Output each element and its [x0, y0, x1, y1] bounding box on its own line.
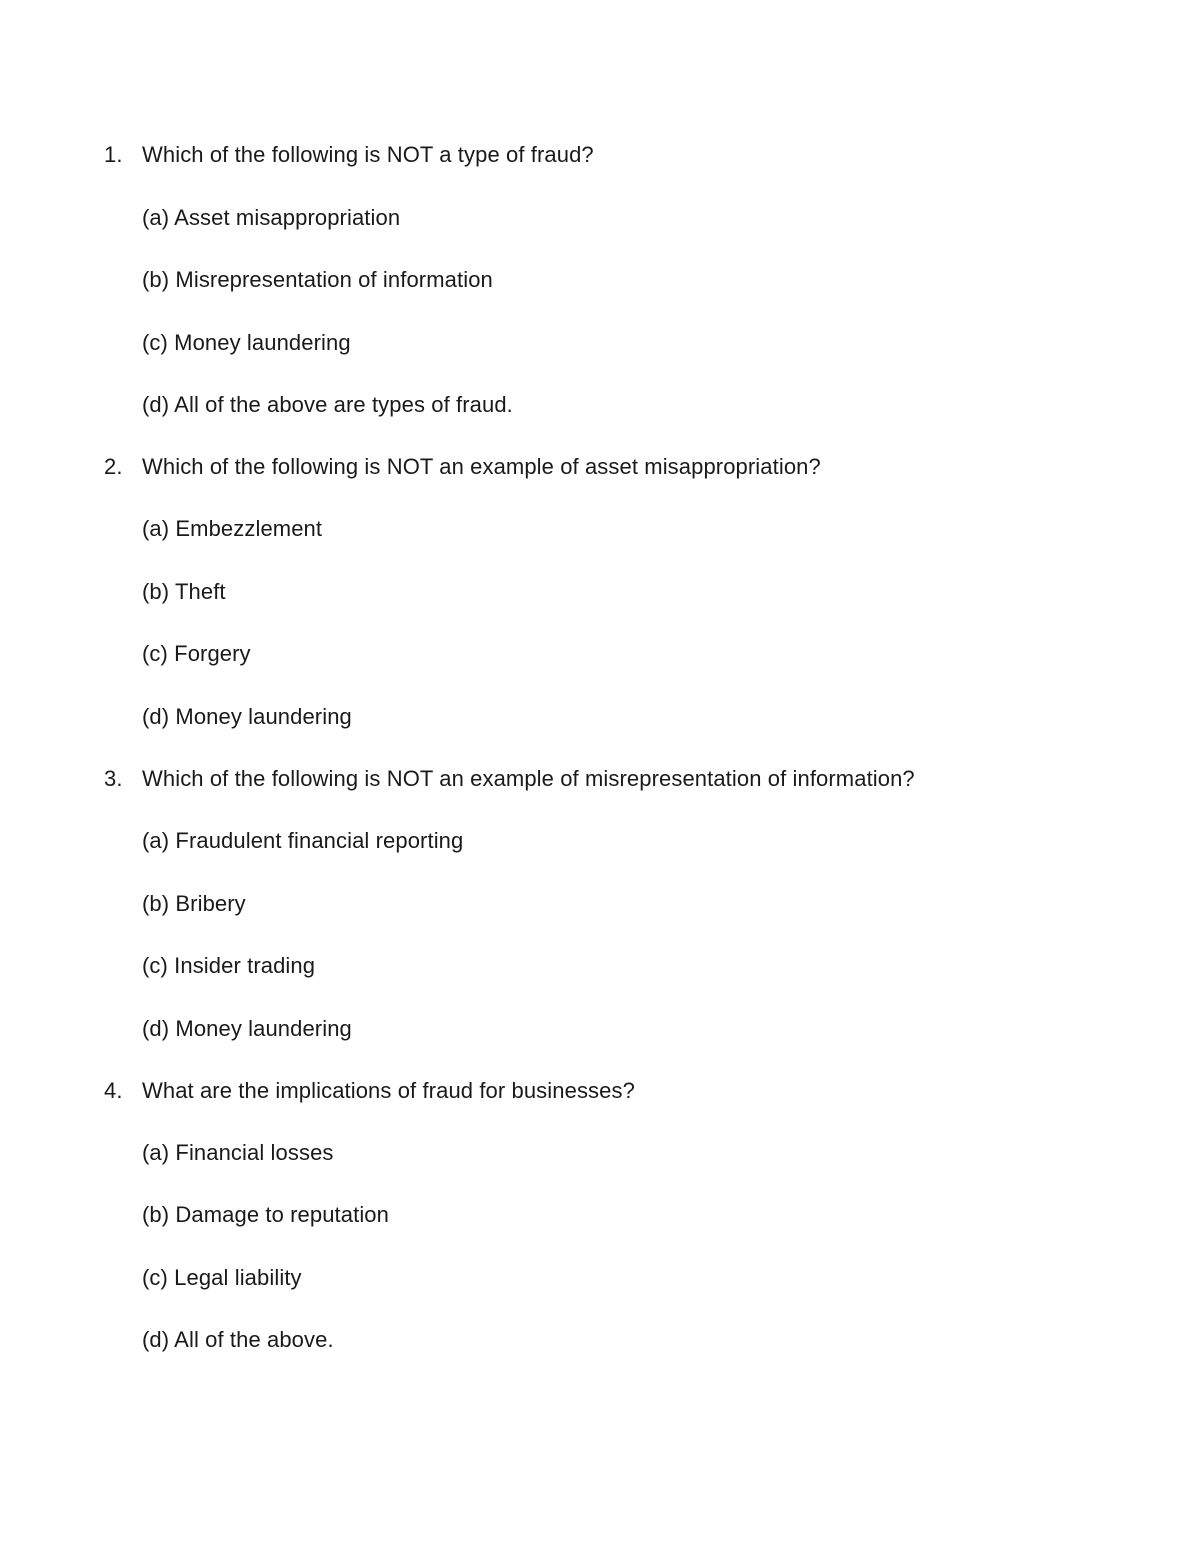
question-text: Which of the following is NOT a type of fraud? [142, 142, 594, 167]
option-1c: (c) Money laundering [142, 330, 351, 355]
question-text: Which of the following is NOT an example of misrepresentation of information? [142, 766, 915, 791]
option-4d: (d) All of the above. [142, 1327, 334, 1352]
question-number: 4. [104, 1078, 123, 1103]
question-number: 2. [104, 454, 123, 479]
option-2b: (b) Theft [142, 579, 226, 604]
option-2c: (c) Forgery [142, 641, 251, 666]
question-number: 3. [104, 766, 123, 791]
option-3a: (a) Fraudulent financial reporting [142, 828, 464, 853]
option-3d: (d) Money laundering [142, 1016, 352, 1041]
option-4a: (a) Financial losses [142, 1140, 334, 1165]
option-2a: (a) Embezzlement [142, 516, 323, 541]
option-3b: (b) Bribery [142, 891, 246, 916]
option-1b: (b) Misrepresentation of information [142, 267, 493, 292]
option-3c: (c) Insider trading [142, 953, 316, 978]
option-1a: (a) Asset misappropriation [142, 205, 401, 230]
option-4b: (b) Damage to reputation [142, 1202, 389, 1227]
question-text: What are the implications of fraud for businesses? [142, 1078, 635, 1103]
option-1d: (d) All of the above are types of fraud. [142, 392, 513, 417]
option-2d: (d) Money laundering [142, 704, 352, 729]
question-number: 1. [104, 142, 123, 167]
option-4c: (c) Legal liability [142, 1265, 302, 1290]
question-text: Which of the following is NOT an example of asset misappropriation? [142, 454, 821, 479]
